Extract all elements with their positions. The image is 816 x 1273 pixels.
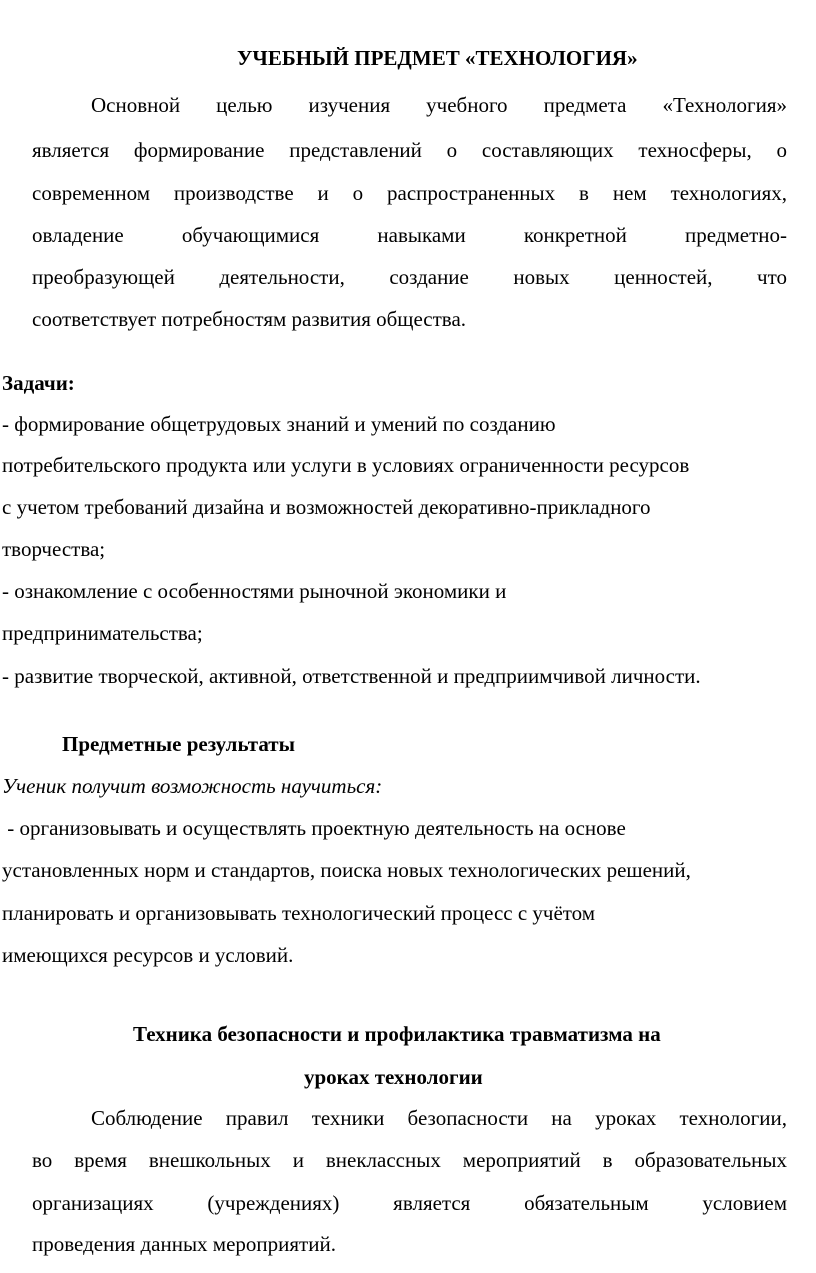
tasks-line-7: - развитие творческой, активной, ответственной и предприимчивой личности. [2,664,701,688]
intro-line-1: Основной целью изучения учебного предмета «Технология» [91,93,787,117]
safety-line-4: проведения данных мероприятий. [32,1232,336,1256]
results-heading: Предметные результаты [62,732,295,756]
tasks-line-6: предпринимательства; [2,621,203,645]
intro-line-5: преобразующей деятельности, создание новых ценностей, что [32,265,787,289]
results-line-1: - организовывать и осуществлять проектную деятельность на основе [2,816,626,840]
tasks-line-4: творчества; [2,537,106,561]
tasks-heading: Задачи: [2,371,75,395]
intro-line-2: является формирование представлений о составляющих техносферы, о [32,138,787,162]
safety-line-1: Соблюдение правил техники безопасности на уроках технологии, [91,1106,787,1130]
safety-heading-line-1: Техника безопасности и профилактика травматизма на [133,1022,661,1046]
intro-line-6: соответствует потребностям развития общества. [32,307,467,331]
tasks-line-5: - ознакомление с особенностями рыночной экономики и [2,579,507,603]
results-subheading: Ученик получит возможность научиться: [2,774,383,798]
safety-line-2: во время внешкольных и внеклассных мероприятий в образовательных [32,1148,787,1172]
results-line-3: планировать и организовывать технологический процесс с учётом [2,901,596,925]
safety-line-3: организациях (учреждениях) является обязательным условием [32,1191,787,1215]
intro-line-3: современном производстве и о распространенных в нем технологиях, [32,181,787,205]
results-line-4: имеющихся ресурсов и условий. [2,943,294,967]
tasks-line-2: потребительского продукта или услуги в условиях ограниченности ресурсов [2,453,690,477]
intro-line-4: овладение обучающимися навыками конкретной предметно- [32,223,787,247]
results-line-2: установленных норм и стандартов, поиска новых технологических решений, [2,858,691,882]
tasks-line-1: - формирование общетрудовых знаний и умений по созданию [2,412,556,436]
document-title: УЧЕБНЫЙ ПРЕДМЕТ «ТЕХНОЛОГИЯ» [237,46,638,70]
tasks-line-3: с учетом требований дизайна и возможностей декоративно-прикладного [2,495,651,519]
safety-heading-line-2: уроках технологии [304,1065,483,1089]
